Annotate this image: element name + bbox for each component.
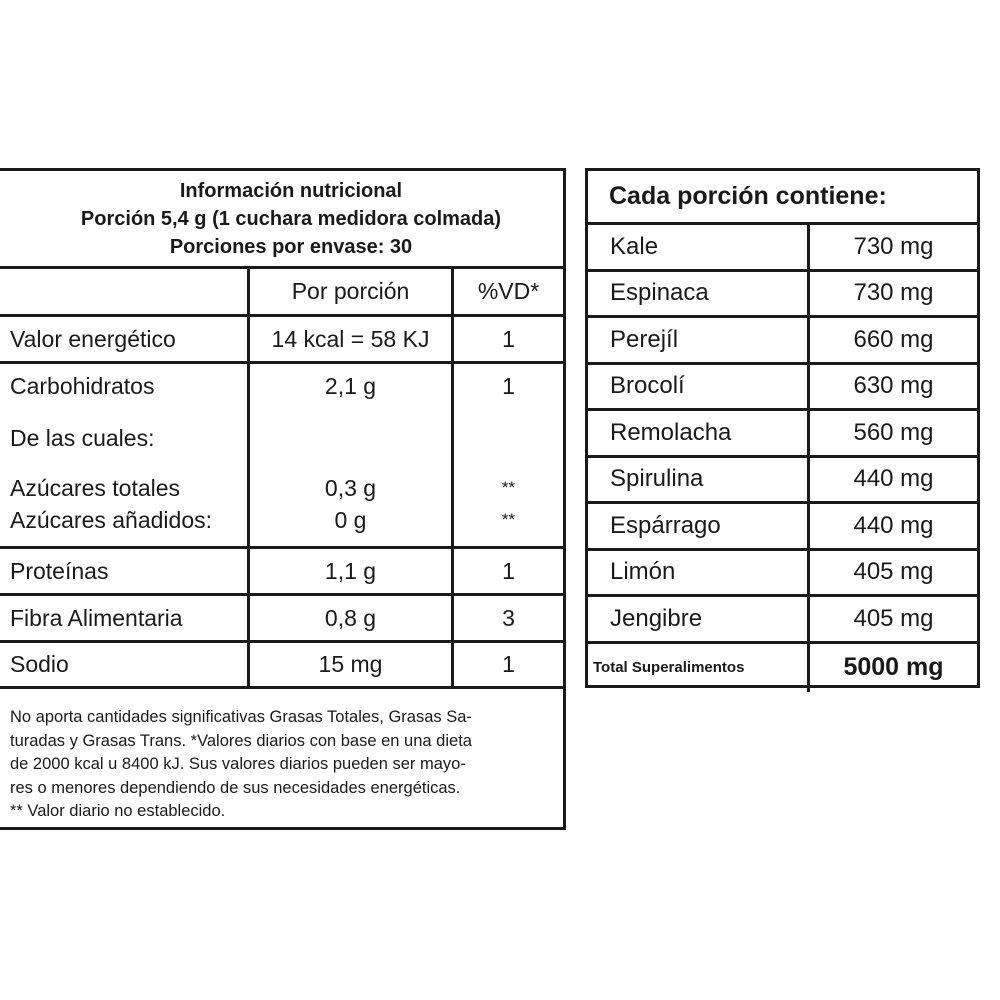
total-sugars-dv: ** xyxy=(501,478,516,497)
superfood-total-row xyxy=(588,644,977,692)
superfood-name: Limón xyxy=(588,551,810,595)
row-label: Fibra Alimentaria xyxy=(0,596,250,640)
footnote-line: ** Valor diario no establecido. xyxy=(10,802,226,821)
row-dv: 1 xyxy=(502,325,515,352)
superfoods-title: Cada porción contiene: xyxy=(588,171,977,225)
superfood-row xyxy=(588,318,977,365)
row-value: 0,8 g xyxy=(250,596,454,640)
superfood-row xyxy=(588,225,977,272)
superfood-amount: 560 mg xyxy=(853,418,934,446)
row-value: 1,1 g xyxy=(250,549,454,593)
nutrition-header xyxy=(0,171,563,269)
row-dv: 1 xyxy=(502,557,515,584)
row-sodium xyxy=(0,643,563,689)
superfood-amount: 440 mg xyxy=(853,465,934,493)
row-energy xyxy=(0,317,563,364)
row-dv: 3 xyxy=(502,604,515,631)
row-dv: 1 xyxy=(502,651,515,677)
servings-per-container: Porciones por envase: 30 xyxy=(169,236,413,258)
row-fiber xyxy=(0,596,563,643)
row-label: Proteínas xyxy=(0,549,250,593)
superfood-name: Jengibre xyxy=(588,597,810,641)
superfood-name: Kale xyxy=(588,225,810,269)
carbs-values xyxy=(250,364,454,546)
superfood-row xyxy=(588,365,977,412)
superfood-amount: 630 mg xyxy=(853,372,934,400)
total-sugars-label: Azúcares totales xyxy=(10,475,181,501)
serving-size: Porción 5,4 g (1 cuchara medidora colmada) xyxy=(80,208,502,230)
superfood-amount: 730 mg xyxy=(853,279,934,307)
row-label: Carbohidratos xyxy=(10,373,155,399)
carbs-dv xyxy=(454,364,563,546)
footnote-line: turadas y Grasas Trans. *Valores diarios con base en una dieta xyxy=(10,731,472,750)
superfood-row xyxy=(588,504,977,551)
row-dv: 1 xyxy=(502,373,515,399)
row-carbohydrates xyxy=(0,364,563,549)
nutrition-title: Información nutricional xyxy=(179,180,403,202)
row-label: Valor energético xyxy=(0,317,250,361)
superfood-row xyxy=(588,272,977,319)
superfood-name: Brocolí xyxy=(588,365,810,409)
superfood-row xyxy=(588,597,977,644)
superfood-amount: 440 mg xyxy=(853,511,934,539)
superfood-amount: 405 mg xyxy=(853,558,934,586)
total-sugars-value: 0,3 g xyxy=(324,475,377,501)
superfood-amount: 730 mg xyxy=(853,232,934,260)
footnote-line: de 2000 kcal u 8400 kJ. Sus valores diarios pueden ser mayo- xyxy=(10,755,466,774)
row-label: Sodio xyxy=(0,643,250,686)
footnote-line: No aporta cantidades significativas Grasas Totales, Grasas Sa- xyxy=(10,708,472,726)
footnote-line: res o menores dependiendo de sus necesidades energéticas. xyxy=(10,778,461,797)
superfood-row xyxy=(588,458,977,505)
total-amount: 5000 mg xyxy=(843,653,944,681)
added-sugars-dv: ** xyxy=(501,510,516,529)
superfood-name: Remolacha xyxy=(588,411,810,455)
row-protein xyxy=(0,549,563,596)
column-header-empty xyxy=(0,269,250,314)
total-label: Total Superalimentos xyxy=(588,644,810,692)
column-header-dv: %VD* xyxy=(477,278,540,304)
row-value: 2,1 g xyxy=(324,373,377,399)
column-header-per-serving: Por porción xyxy=(250,269,454,314)
nutrition-facts-table xyxy=(0,168,566,830)
added-sugars-label: Azúcares añadidos: xyxy=(10,507,213,533)
superfood-amount: 405 mg xyxy=(853,604,934,632)
superfood-name: Espárrago xyxy=(588,504,810,548)
of-which-label: De las cuales: xyxy=(10,425,155,451)
superfoods-table xyxy=(585,168,980,688)
superfood-name: Spirulina xyxy=(588,458,810,502)
added-sugars-value: 0 g xyxy=(334,507,367,533)
superfood-amount: 660 mg xyxy=(853,325,934,353)
superfood-name: Espinaca xyxy=(588,272,810,316)
superfood-row xyxy=(588,551,977,598)
superfood-row xyxy=(588,411,977,458)
carbs-labels xyxy=(0,364,250,546)
row-value: 15 mg xyxy=(250,643,454,686)
column-header-row xyxy=(0,269,563,317)
nutrition-footnote xyxy=(0,689,563,827)
row-value: 14 kcal = 58 KJ xyxy=(250,317,454,361)
superfood-name: Perejíl xyxy=(588,318,810,362)
